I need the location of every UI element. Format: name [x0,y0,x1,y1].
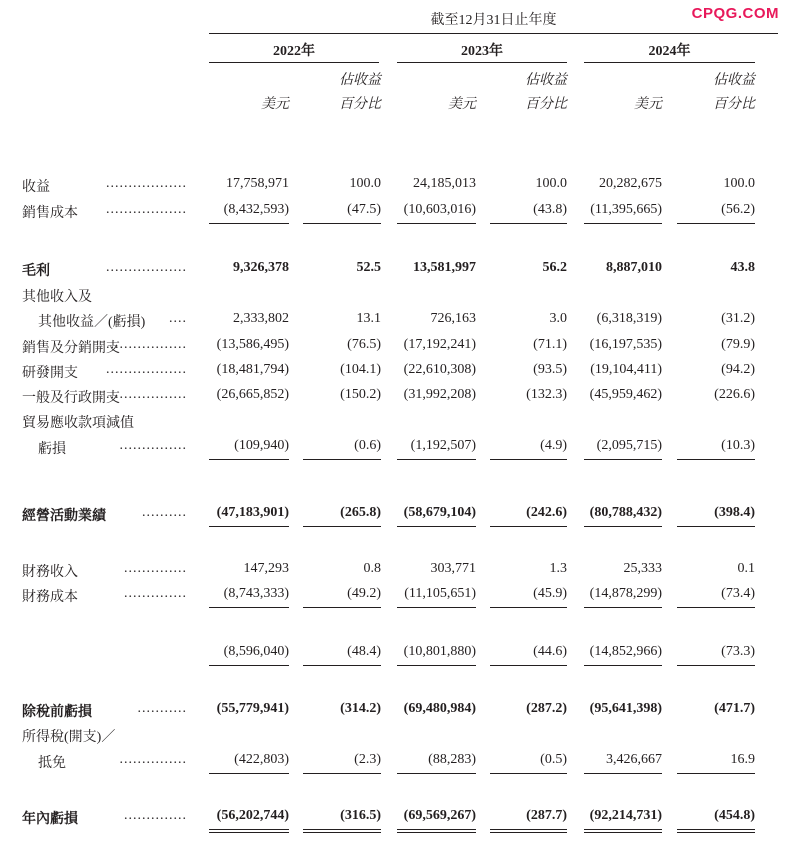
underline [490,526,567,527]
row-label: 毛利 [22,264,50,279]
value-2023-usd: (22,610,308) [403,362,476,377]
underline [677,459,755,460]
double-underline [677,829,755,830]
double-underline [209,829,289,830]
underline [677,526,755,527]
value-2024-pct: (79.9) [721,337,755,352]
col-pct-2024-line1: 佔收益 [713,73,755,88]
value-2023-pct: (43.8) [533,202,567,217]
value-2023-usd: (69,569,267) [403,808,476,823]
value-2022-usd: 9,326,378 [233,260,289,275]
value-2023-usd: (10,603,016) [403,202,476,217]
table-row-selling-expenses [0,337,787,357]
underline [490,773,567,774]
value-2022-pct: (265.8) [340,505,381,520]
value-2023-usd: (58,679,104) [403,505,476,520]
value-2023-pct: (93.5) [533,362,567,377]
value-2024-pct: (471.7) [714,701,755,716]
underline [303,773,381,774]
double-underline [397,832,476,833]
value-2023-usd: (88,283) [428,752,476,767]
double-underline [490,832,567,833]
row-label: 除稅前虧損 [22,705,92,720]
value-2023-pct: (4.9) [540,438,567,453]
value-2022-usd: (55,779,941) [216,701,289,716]
double-underline [397,829,476,830]
value-2023-usd: (10,801,880) [403,644,476,659]
value-2024-pct: 16.9 [730,752,755,767]
value-2022-pct: (314.2) [340,701,381,716]
table-row-finance-costs [0,586,787,606]
underline [677,607,755,608]
table-row-other-income-heading [0,286,787,306]
value-2022-pct: (76.5) [347,337,381,352]
underline [584,665,662,666]
table-row-income-tax-heading [0,726,787,746]
table-row-impairment-heading [0,412,787,432]
underline [209,607,289,608]
underline [209,526,289,527]
table-row-operating-results [0,505,787,525]
underline [490,223,567,224]
value-2022-pct: (48.4) [347,644,381,659]
leader-dots: .... [169,311,187,326]
underline [677,223,755,224]
value-2022-usd: 147,293 [243,561,289,576]
row-label: 研發開支 [22,366,78,381]
value-2023-pct: (44.6) [533,644,567,659]
underline [584,773,662,774]
leader-dots: .................. [106,202,187,217]
row-label: 財務成本 [22,590,78,605]
col-pct-2023-line2: 百分比 [525,97,567,112]
leader-dots: ............... [119,752,187,767]
table-row-loss-for-year [0,808,787,828]
leader-dots: .................. [106,260,187,275]
value-2022-pct: 100.0 [349,176,381,191]
value-2024-usd: (80,788,432) [589,505,662,520]
leader-dots: .................. [106,387,187,402]
value-2024-usd: (92,214,731) [589,808,662,823]
leader-dots: ........... [137,701,187,716]
underline [209,223,289,224]
row-label: 經營活動業績 [22,509,106,524]
underline [397,665,476,666]
leader-dots: .................. [106,362,187,377]
table-row-revenue [0,176,787,196]
value-2024-pct: (73.3) [721,644,755,659]
underline [677,773,755,774]
row-label: 抵免 [38,756,66,771]
value-2024-pct: (398.4) [714,505,755,520]
underline [209,665,289,666]
year-2022: 2022年 [273,44,315,59]
value-2024-usd: (11,395,665) [590,202,662,217]
underline [303,526,381,527]
value-2024-usd: (14,878,299) [589,586,662,601]
value-2023-pct: (242.6) [526,505,567,520]
value-2023-usd: (11,105,651) [404,586,476,601]
value-2024-pct: 43.8 [730,260,755,275]
value-2023-pct: (287.2) [526,701,567,716]
underline [584,223,662,224]
underline [584,526,662,527]
row-label: 貿易應收款項減值 [22,416,134,431]
value-2022-usd: (18,481,794) [216,362,289,377]
value-2022-usd: (8,596,040) [223,644,289,659]
table-row-net-finance [0,644,787,664]
underline [397,607,476,608]
watermark: CPQG.COM [691,5,779,22]
table-row-income-tax [0,752,787,772]
leader-dots: .............. [124,808,187,823]
value-2024-pct: (94.2) [721,362,755,377]
row-label: 虧損 [38,442,66,457]
row-label: 銷售成本 [22,206,78,221]
value-2022-pct: 52.5 [356,260,381,275]
leader-dots: .......... [142,505,187,520]
table-row-other-gains [0,311,787,331]
value-2022-usd: (109,940) [234,438,289,453]
row-label: 財務收入 [22,565,78,580]
table-row-finance-income [0,561,787,581]
value-2024-pct: (226.6) [714,387,755,402]
value-2024-usd: (14,852,966) [589,644,662,659]
value-2022-usd: (56,202,744) [216,808,289,823]
value-2023-usd: (31,992,208) [403,387,476,402]
table-row-rd-expenses [0,362,787,382]
row-label: 年內虧損 [22,812,78,827]
value-2022-usd: (13,586,495) [216,337,289,352]
underline [397,459,476,460]
leader-dots: .................. [106,337,187,352]
value-2024-pct: 0.1 [737,561,755,576]
double-underline [490,829,567,830]
value-2024-usd: 20,282,675 [599,176,662,191]
col-pct-2022-line2: 百分比 [339,97,381,112]
underline [397,773,476,774]
value-2022-pct: (104.1) [340,362,381,377]
value-2022-pct: 0.8 [363,561,381,576]
value-2024-pct: (31.2) [721,311,755,326]
value-2022-usd: (8,743,333) [223,586,289,601]
underline [303,459,381,460]
value-2023-pct: (71.1) [533,337,567,352]
value-2022-pct: 13.1 [356,311,381,326]
underline [490,665,567,666]
underline [303,607,381,608]
value-2023-pct: (45.9) [533,586,567,601]
col-pct-2023-line1: 佔收益 [525,73,567,88]
value-2023-pct: 1.3 [549,561,567,576]
year-2023: 2023年 [461,44,503,59]
value-2022-pct: (49.2) [347,586,381,601]
underline [584,459,662,460]
underline [209,459,289,460]
value-2022-usd: (422,803) [234,752,289,767]
row-label: 所得稅(開支)／ [22,730,116,745]
value-2024-usd: 25,333 [623,561,662,576]
year-rule-2024 [584,62,755,63]
leader-dots: .................. [106,176,187,191]
double-underline [303,832,381,833]
value-2023-usd: (69,480,984) [403,701,476,716]
value-2024-usd: (16,197,535) [589,337,662,352]
value-2022-pct: (150.2) [340,387,381,402]
value-2023-pct: 100.0 [535,176,567,191]
col-pct-2022-line1: 佔收益 [339,73,381,88]
double-underline [209,832,289,833]
value-2024-pct: (10.3) [721,438,755,453]
row-label: 收益 [22,180,50,195]
row-label: 一般及行政開支 [22,391,120,406]
col-pct-2024-line2: 百分比 [713,97,755,112]
row-label: 其他收入及 [22,290,92,305]
underline [303,665,381,666]
double-underline [584,829,662,830]
year-rule-2023 [397,62,567,63]
value-2022-pct: (0.6) [354,438,381,453]
table-row-gross-profit [0,260,787,280]
period-header: 截至12月31日止年度 [430,13,557,28]
value-2023-pct: 3.0 [549,311,567,326]
leader-dots: .............. [124,586,187,601]
value-2024-pct: 100.0 [723,176,755,191]
table-row-cost-of-sales [0,202,787,222]
value-2024-pct: (73.4) [721,586,755,601]
value-2024-usd: (6,318,319) [596,311,662,326]
underline [303,223,381,224]
table-row-loss-before-tax [0,701,787,721]
value-2024-pct: (56.2) [721,202,755,217]
value-2023-usd: 726,163 [430,311,476,326]
value-2024-pct: (454.8) [714,808,755,823]
value-2024-usd: (2,095,715) [596,438,662,453]
value-2024-usd: 3,426,667 [606,752,662,767]
col-amount-2023: 美元 [448,97,476,112]
row-label: 其他收益／(虧損) [38,315,146,330]
underline [490,607,567,608]
value-2023-usd: 303,771 [430,561,476,576]
value-2023-pct: 56.2 [542,260,567,275]
value-2022-pct: (316.5) [340,808,381,823]
underline [209,773,289,774]
value-2023-usd: (1,192,507) [410,438,476,453]
year-2024: 2024年 [648,44,691,59]
value-2024-usd: 8,887,010 [606,260,662,275]
value-2022-usd: (8,432,593) [223,202,289,217]
underline [584,607,662,608]
value-2023-usd: (17,192,241) [403,337,476,352]
underline [397,526,476,527]
value-2022-pct: (2.3) [354,752,381,767]
value-2024-usd: (95,641,398) [589,701,662,716]
leader-dots: ............... [119,438,187,453]
double-underline [303,829,381,830]
header-rule [209,33,778,34]
row-label: 銷售及分銷開支 [22,341,120,356]
table-row-impairment-loss [0,438,787,458]
leader-dots: .............. [124,561,187,576]
value-2022-usd: (26,665,852) [216,387,289,402]
value-2024-usd: (19,104,411) [590,362,662,377]
col-amount-2024: 美元 [634,97,662,112]
value-2023-usd: 13,581,997 [413,260,476,275]
value-2023-pct: (0.5) [540,752,567,767]
value-2022-usd: 2,333,802 [233,311,289,326]
value-2023-pct: (132.3) [526,387,567,402]
underline [397,223,476,224]
value-2024-usd: (45,959,462) [589,387,662,402]
table-row-admin-expenses [0,387,787,407]
underline [490,459,567,460]
double-underline [584,832,662,833]
col-amount-2022: 美元 [261,97,289,112]
year-rule-2022 [209,62,379,63]
value-2022-pct: (47.5) [347,202,381,217]
value-2022-usd: (47,183,901) [216,505,289,520]
double-underline [677,832,755,833]
value-2023-usd: 24,185,013 [413,176,476,191]
value-2023-pct: (287.7) [526,808,567,823]
underline [677,665,755,666]
value-2022-usd: 17,758,971 [226,176,289,191]
